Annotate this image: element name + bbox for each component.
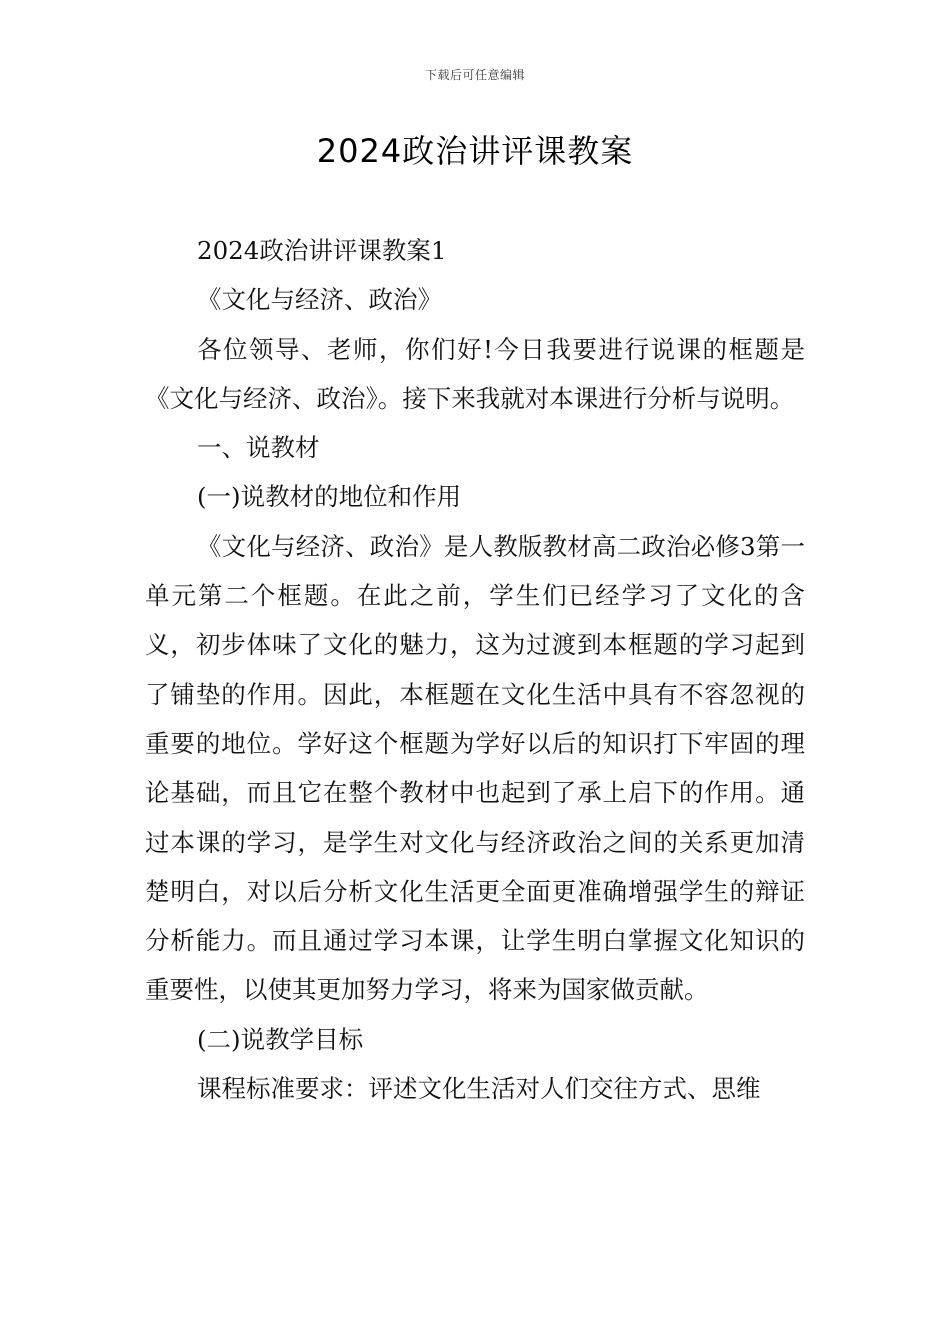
section-heading-textbook: 一、说教材: [197, 433, 320, 463]
paragraph-lesson-name: 《文化与经济、政治》: [197, 285, 442, 315]
paragraph-subtitle: 2024政治讲评课教案1: [197, 236, 447, 265]
paragraph-greeting: 各位领导、老师，你们好!今日我要进行说课的框题是《文化与经济、政治》。接下来我就对本课进行分析与说明。: [145, 334, 805, 413]
header-note: 下载后可任意编辑: [424, 68, 525, 82]
paragraph-curriculum-standard: 课程标准要求：评述文化生活对人们交往方式、思维: [197, 1074, 761, 1104]
paragraph-role-description: 《文化与经济、政治》是人教版教材高二政治必修3第一单元第二个框题。在此之前，学生们已经学习了文化的含义，初步体味了文化的魅力，这为过渡到本框题的学习起到了铺垫的作用。因此，本框题在文化生活中具有不容忽视的重要的地位。学好这个框题为学好以后的知识打下牢固的理论基础，而且它在整个教材中也起到了承上启下的作用。通过本课的学习，是学生对文化与经济政治之间的关系更加清楚明白，对以后分析文化生活更全面更准确增强学生的辩证分析能力。而且通过学习本课，让学生明白掌握文化知识的重要性，以使其更加努力学习，将来为国家做贡献。: [145, 531, 805, 1005]
document-body: [145, 226, 805, 1113]
document-title: 2024政治讲评课教案: [316, 132, 634, 170]
subsection-heading-role: (一)说教材的地位和作用: [197, 482, 462, 512]
subsection-heading-objectives: (二)说教学目标: [197, 1024, 364, 1054]
